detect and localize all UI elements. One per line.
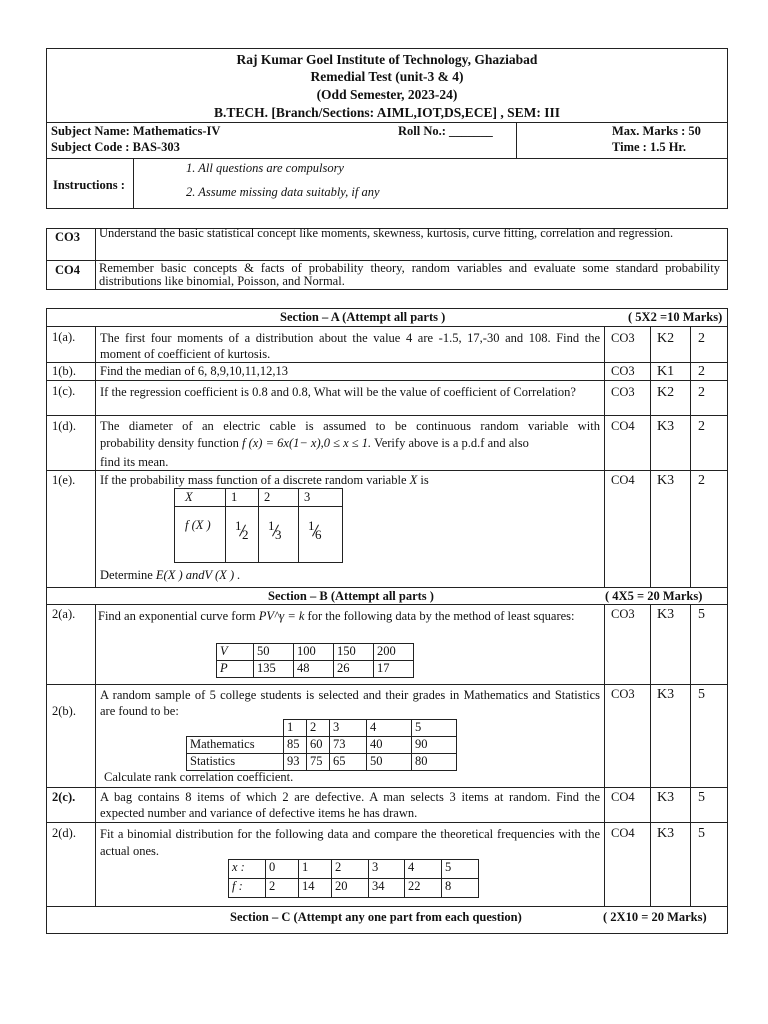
table-row bbox=[187, 720, 457, 737]
pmf-x-label: X bbox=[185, 490, 193, 504]
q1e-text bbox=[100, 473, 429, 488]
table-row bbox=[217, 644, 414, 661]
q2b-cell: 50 bbox=[367, 754, 412, 771]
instruction-2: 2. Assume missing data suitably, if any bbox=[186, 185, 380, 199]
q2b-cell: 90 bbox=[412, 737, 457, 754]
q2d-f-1: 14 bbox=[299, 879, 332, 898]
pmf-x-2: 2 bbox=[264, 490, 271, 504]
q2d-x-0: 0 bbox=[266, 860, 299, 879]
q1e-text-pre: If the probability mass function of a discrete random variable bbox=[100, 473, 407, 487]
instruction-1: 1. All questions are compulsory bbox=[186, 161, 344, 175]
q2b-header-2: 2 bbox=[307, 720, 330, 737]
co3-code: CO3 bbox=[55, 230, 80, 244]
q2b-co: CO3 bbox=[611, 687, 635, 701]
pmf-f-2-num: 1 bbox=[268, 518, 275, 533]
q2a-p-3: 26 bbox=[334, 661, 374, 678]
q2d-f-5: 8 bbox=[442, 879, 479, 898]
q2a-number: 2(a). bbox=[52, 607, 76, 621]
q2c-text: A bag contains 8 items of which 2 are defective. A man selects 3 items at random. Find the expected number and variance of defective items he has drawn. bbox=[100, 790, 600, 820]
q1c-number: 1(c). bbox=[52, 384, 76, 398]
q2d-number: 2(d). bbox=[52, 826, 76, 840]
q2d-marks: 5 bbox=[698, 826, 705, 841]
q2a-marks: 5 bbox=[698, 607, 705, 622]
table-row bbox=[229, 879, 479, 898]
q2b-text: A random sample of 5 college students is selected and their grades in Mathematics and Statistics are found to be: bbox=[100, 688, 600, 718]
pmf-f-1-num: 1 bbox=[235, 518, 242, 533]
table-row bbox=[229, 860, 479, 879]
q1d-line1: The diameter of an electric cable is assumed to be continuous random variable with bbox=[100, 419, 600, 433]
q2b-marks: 5 bbox=[698, 687, 705, 702]
q1c-text: If the regression coefficient is 0.8 and 0.8, What will be the value of coefficient of Correlation? bbox=[100, 385, 576, 399]
semester: (Odd Semester, 2023-24) bbox=[316, 87, 458, 102]
q1c-marks: 2 bbox=[698, 385, 705, 400]
table-row bbox=[217, 661, 414, 678]
subject-name: Subject Name: Mathematics-IV bbox=[51, 124, 221, 138]
pmf-f-label: f (X ) bbox=[185, 518, 211, 532]
subject-code: Subject Code : BAS-303 bbox=[51, 140, 180, 154]
table-row bbox=[187, 737, 457, 754]
q2c-number: 2(c). bbox=[52, 790, 76, 804]
q1a-marks: 2 bbox=[698, 331, 705, 346]
q2c-k: K3 bbox=[657, 790, 675, 805]
section-b-title: Section – B (Attempt all parts ) bbox=[268, 589, 434, 603]
q2a-v-3: 150 bbox=[334, 644, 374, 661]
q2b-cell: 65 bbox=[330, 754, 367, 771]
q2d-f-0: 2 bbox=[266, 879, 299, 898]
pmf-f-1-den: 2 bbox=[242, 527, 249, 542]
q2d-x-5: 5 bbox=[442, 860, 479, 879]
q1a-k: K2 bbox=[657, 331, 675, 346]
q1e-determine bbox=[100, 568, 240, 583]
q1d-number: 1(d). bbox=[52, 419, 76, 433]
co4-text: Remember basic concepts & facts of probability theory, random variables and evaluate some standard probability distributions like binomial, Poisson, and Normal. bbox=[99, 261, 720, 288]
pmf-f-3-den: 6 bbox=[315, 527, 322, 542]
roll-no: Roll No.: _______ bbox=[398, 124, 493, 138]
q1d-co: CO4 bbox=[611, 419, 635, 433]
q2b-cell: 73 bbox=[330, 737, 367, 754]
q2d-f-4: 22 bbox=[405, 879, 442, 898]
q2b-header-4: 4 bbox=[367, 720, 412, 737]
q2a-v-4: 200 bbox=[374, 644, 414, 661]
q2b-footer: Calculate rank correlation coefficient. bbox=[104, 770, 294, 784]
q2b-header-1: 1 bbox=[284, 720, 307, 737]
q2a-formula: PV^γ = k bbox=[258, 609, 305, 623]
q1d-line2 bbox=[100, 436, 600, 451]
q1d-line2-pre: probability density function bbox=[100, 436, 239, 450]
q1b-co: CO3 bbox=[611, 364, 635, 378]
q2d-data-table bbox=[228, 859, 479, 898]
q1d-pdf-formula: f (x) = 6x(1− x),0 ≤ x ≤ 1. bbox=[242, 436, 372, 450]
q2d-text: Fit a binomial distribution for the following data and compare the theoretical frequencies with the actual ones. bbox=[100, 827, 600, 858]
q2b-row-label: Mathematics bbox=[187, 737, 284, 754]
q2a-v-1: 50 bbox=[254, 644, 294, 661]
q1b-number: 1(b). bbox=[52, 364, 76, 378]
q2a-p-4: 17 bbox=[374, 661, 414, 678]
q2a-v-label: V bbox=[217, 644, 254, 661]
q2a-text-post: for the following data by the method of least squares: bbox=[307, 609, 575, 623]
q2b-cell: 80 bbox=[412, 754, 457, 771]
q2b-cell: 85 bbox=[284, 737, 307, 754]
program: B.TECH. [Branch/Sections: AIML,IOT,DS,ECE] , SEM: III bbox=[214, 105, 560, 120]
section-c-title: Section – C (Attempt any one part from each question) bbox=[230, 910, 522, 924]
q1e-determine-pre: Determine bbox=[100, 568, 153, 582]
q1d-line2-post: Verify above is a p.d.f and also bbox=[374, 436, 529, 450]
q2b-k: K3 bbox=[657, 687, 675, 702]
q1e-variable: X bbox=[409, 473, 418, 487]
q2c-marks: 5 bbox=[698, 790, 705, 805]
co3-text: Understand the basic statistical concept like moments, skewness, kurtosis, curve fitting, correlation and regression. bbox=[99, 226, 674, 240]
q2d-x-2: 2 bbox=[332, 860, 369, 879]
pmf-f-2 bbox=[266, 518, 284, 547]
section-c-marks: ( 2X10 = 20 Marks) bbox=[603, 910, 707, 924]
q1b-marks: 2 bbox=[698, 364, 705, 379]
section-a-marks: ( 5X2 =10 Marks) bbox=[628, 310, 723, 324]
q1b-k: K1 bbox=[657, 364, 675, 379]
q2b-header-3: 3 bbox=[330, 720, 367, 737]
q1e-k: K3 bbox=[657, 473, 675, 488]
q1e-determine-expr: E(X ) andV (X ) . bbox=[155, 568, 241, 582]
q1e-co: CO4 bbox=[611, 473, 635, 487]
q2a-text-pre: Find an exponential curve form bbox=[98, 609, 256, 623]
q2a-k: K3 bbox=[657, 607, 675, 622]
q2b-number: 2(b). bbox=[52, 704, 76, 718]
pmf-f-2-den: 3 bbox=[275, 527, 282, 542]
q1b-text: Find the median of 6, 8,9,10,11,12,13 bbox=[100, 364, 289, 378]
max-marks: Max. Marks : 50 bbox=[612, 124, 701, 138]
q2d-f-2: 20 bbox=[332, 879, 369, 898]
q2b-row-label: Statistics bbox=[187, 754, 284, 771]
q2b-cell: 75 bbox=[307, 754, 330, 771]
pmf-x-1: 1 bbox=[231, 490, 238, 504]
q2d-x-label: x : bbox=[229, 860, 266, 879]
q2a-p-label: P bbox=[217, 661, 254, 678]
q1e-number: 1(e). bbox=[52, 473, 76, 487]
pmf-f-1 bbox=[233, 518, 251, 547]
q2a-co: CO3 bbox=[611, 607, 635, 621]
q2d-x-3: 3 bbox=[369, 860, 405, 879]
test-name: Remedial Test (unit-3 & 4) bbox=[310, 69, 464, 84]
institute-name: Raj Kumar Goel Institute of Technology, Ghaziabad bbox=[236, 52, 538, 67]
section-b-marks: ( 4X5 = 20 Marks) bbox=[605, 589, 703, 603]
pmf-f-3-num: 1 bbox=[308, 518, 315, 533]
q2a-data-table bbox=[216, 643, 414, 678]
q1a-number: 1(a). bbox=[52, 330, 76, 344]
q1e-text-post: is bbox=[420, 473, 429, 487]
table-row bbox=[187, 754, 457, 771]
q2a-text bbox=[98, 608, 602, 625]
q1d-marks: 2 bbox=[698, 419, 705, 434]
pmf-f-3 bbox=[306, 518, 324, 547]
time: Time : 1.5 Hr. bbox=[612, 140, 686, 154]
q1c-co: CO3 bbox=[611, 385, 635, 399]
q1d-line3: find its mean. bbox=[100, 455, 169, 469]
q1e-marks: 2 bbox=[698, 473, 705, 488]
q2d-f-3: 34 bbox=[369, 879, 405, 898]
pmf-x-3: 3 bbox=[304, 490, 311, 504]
q2c-co: CO4 bbox=[611, 790, 635, 804]
q2a-p-2: 48 bbox=[294, 661, 334, 678]
q2d-co: CO4 bbox=[611, 826, 635, 840]
q2b-header-5: 5 bbox=[412, 720, 457, 737]
q1d-k: K3 bbox=[657, 419, 675, 434]
q2b-corner bbox=[187, 720, 284, 737]
q2d-k: K3 bbox=[657, 826, 675, 841]
q2b-cell: 93 bbox=[284, 754, 307, 771]
section-a-title: Section – A (Attempt all parts ) bbox=[280, 310, 446, 324]
instructions-label: Instructions : bbox=[53, 178, 125, 192]
q2b-cell: 40 bbox=[367, 737, 412, 754]
q2a-v-2: 100 bbox=[294, 644, 334, 661]
q2d-x-1: 1 bbox=[299, 860, 332, 879]
q1a-co: CO3 bbox=[611, 331, 635, 345]
q1c-k: K2 bbox=[657, 385, 675, 400]
q1a-text: The first four moments of a distribution about the value 4 are -1.5, 17,-30 and 108. Find the moment of coefficient of kurtosis. bbox=[100, 331, 600, 361]
co4-code: CO4 bbox=[55, 263, 80, 277]
q2a-p-1: 135 bbox=[254, 661, 294, 678]
q2b-grades-table bbox=[186, 719, 457, 771]
q2d-f-label: f : bbox=[229, 879, 266, 898]
q2b-cell: 60 bbox=[307, 737, 330, 754]
q2d-x-4: 4 bbox=[405, 860, 442, 879]
